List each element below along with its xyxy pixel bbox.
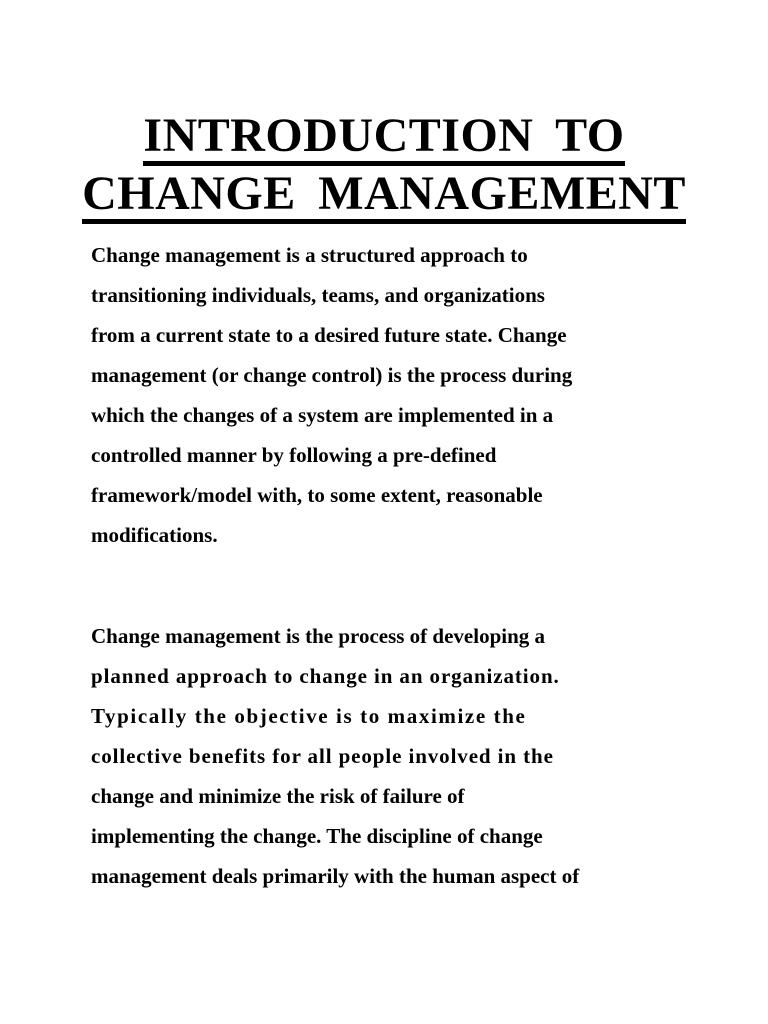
text-line: change and minimize the risk of failure of	[91, 784, 465, 808]
title-line-2: CHANGE MANAGEMENT	[82, 169, 686, 224]
paragraph-1	[91, 235, 671, 555]
text-line: Change management is the process of developing a	[91, 624, 546, 648]
text-line: framework/model with, to some extent, reasonable	[91, 483, 543, 507]
text-line: implementing the change. The discipline of change	[91, 824, 543, 848]
paragraph-2	[91, 616, 671, 896]
page-title	[0, 108, 768, 224]
text-line: from a current state to a desired future state. Change	[91, 323, 567, 347]
text-line: transitioning individuals, teams, and organizations	[91, 283, 545, 307]
text-line: controlled manner by following a pre-defined	[91, 443, 497, 467]
text-line: Typically the objective is to maximize the	[91, 704, 527, 728]
text-line: management deals primarily with the human aspect of	[91, 864, 580, 888]
text-line: which the changes of a system are implemented in a	[91, 403, 554, 427]
text-line: planned approach to change in an organization.	[91, 664, 560, 688]
text-line: modifications.	[91, 523, 218, 547]
text-line: Change management is a structured approach to	[91, 243, 528, 267]
title-line-1: INTRODUCTION TO	[143, 111, 624, 166]
text-line: management (or change control) is the process during	[91, 363, 573, 387]
text-line: collective benefits for all people involved in the	[91, 744, 554, 768]
